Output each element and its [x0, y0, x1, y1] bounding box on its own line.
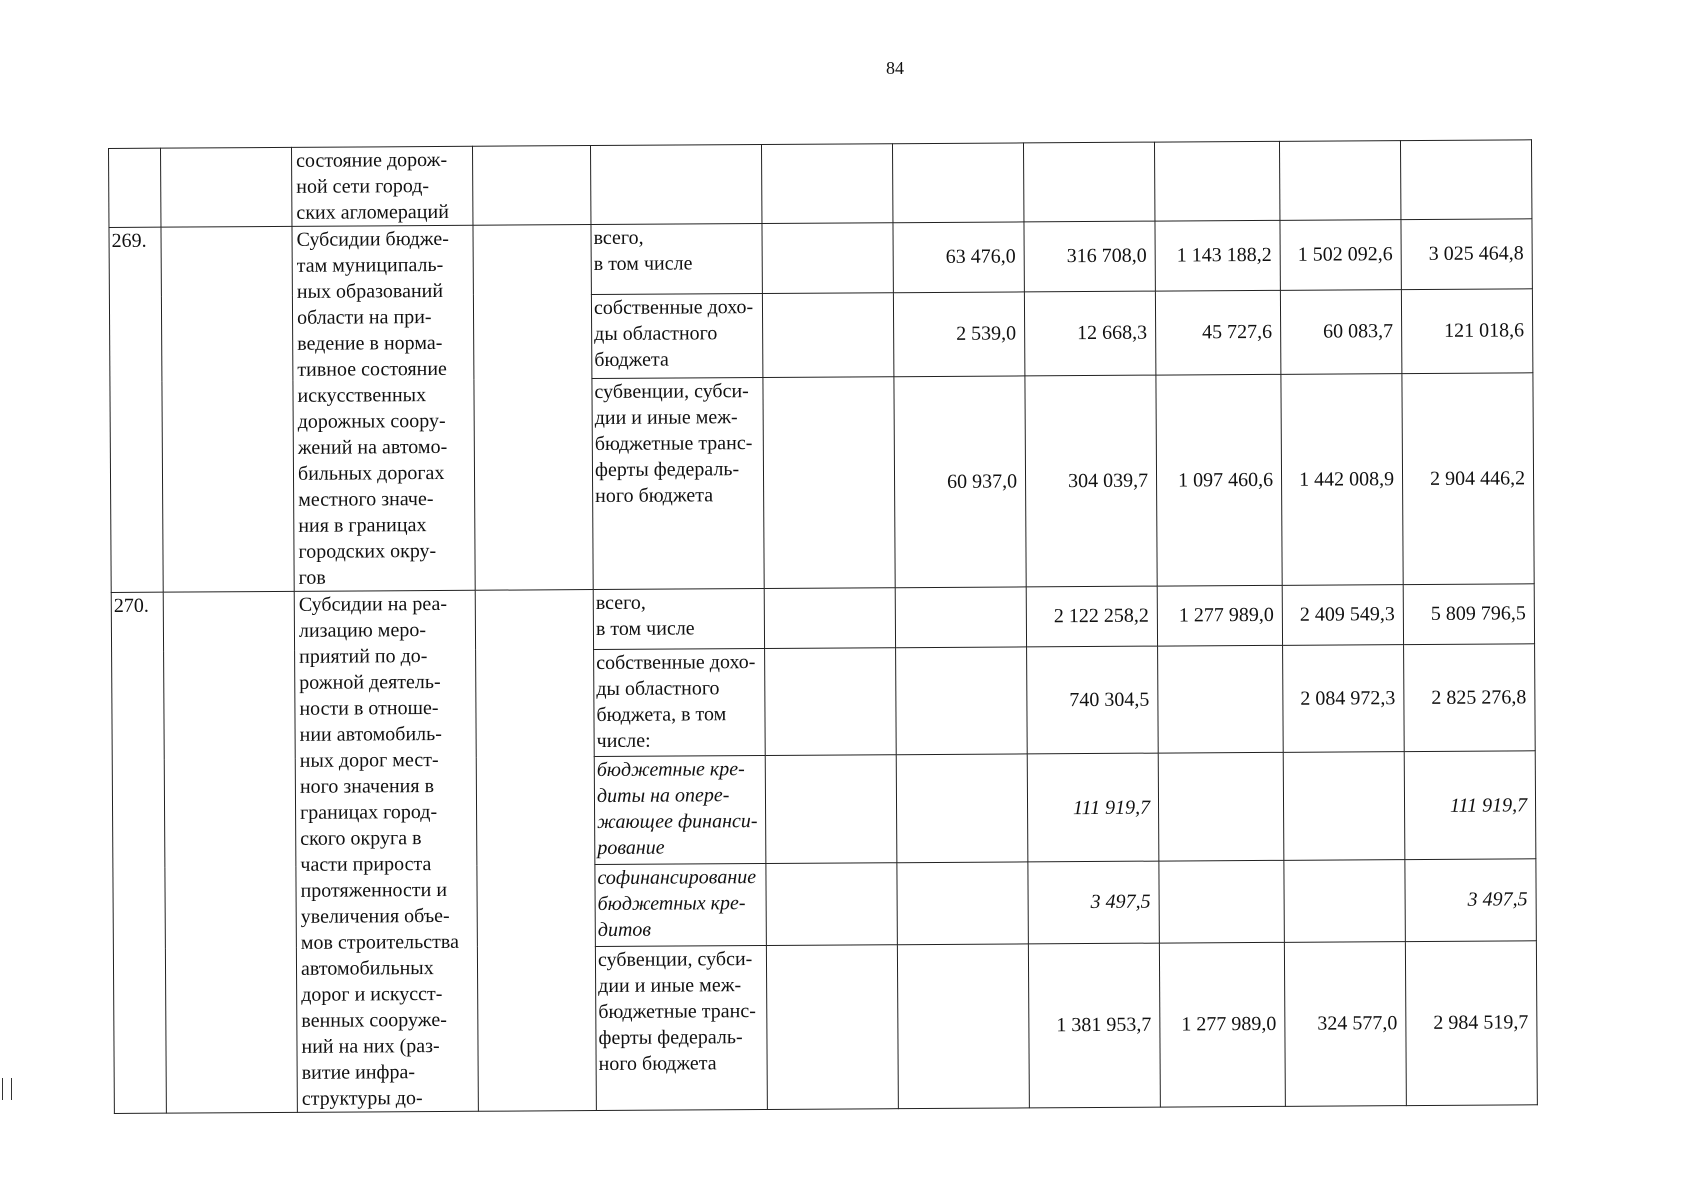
- value-cell: [1158, 753, 1284, 862]
- table-row-continuation: [109, 140, 1532, 228]
- value-cell: 1 277 989,0: [1159, 942, 1285, 1107]
- measure-description: Субсидии на реа- лизацию меро- приятий по до- рожной деятель- ности в отноше- нии автомобиль- ных дорог мест- ного значения в границах город- ского округа в части прироста протяженности и увеличения объе- мов строительства автомобильных дорог и искусст- венных сооруже- ний на них (раз- витие инфра- структуры до-: [294, 590, 478, 1112]
- value-cell: 1 502 092,6: [1280, 220, 1401, 290]
- budget-table: [108, 139, 1538, 1114]
- table-row: [109, 219, 1532, 297]
- funding-source: всего, в том числе: [593, 588, 764, 649]
- value-cell: [1283, 752, 1405, 861]
- value-cell: 1 442 008,9: [1281, 374, 1403, 586]
- value-total-cell: 3 025 464,8: [1401, 219, 1532, 289]
- funding-source: собственные дохо- ды областного бюджета, в том числе:: [594, 648, 766, 757]
- value-total-cell: 111 919,7: [1404, 751, 1536, 860]
- value-cell: 1 277 989,0: [1157, 585, 1282, 645]
- value-cell: 60 083,7: [1280, 289, 1402, 374]
- value-cell: 3 497,5: [1028, 861, 1159, 943]
- value-total-cell: 2 904 446,2: [1402, 373, 1534, 585]
- page-number: 84: [886, 58, 904, 78]
- value-total-cell: 121 018,6: [1401, 288, 1533, 373]
- funding-source: субвенции, субси- дии и иные меж- бюджетные транс- ферты федераль- ного бюджета: [592, 378, 764, 590]
- funding-source: бюджетные кре- диты на опере- жающее финанси- рование: [594, 756, 766, 865]
- value-cell: 2 409 549,3: [1282, 585, 1403, 645]
- value-cell: 1 143 188,2: [1155, 220, 1280, 290]
- value-cell: [1284, 860, 1405, 942]
- value-cell: 2 539,0: [893, 292, 1025, 377]
- table-row: [111, 584, 1534, 652]
- value-cell: [897, 862, 1028, 944]
- value-cell: 1 381 953,7: [1028, 943, 1160, 1108]
- value-total-cell: 3 497,5: [1405, 859, 1536, 941]
- value-cell: 60 937,0: [894, 376, 1026, 588]
- measure-description: Субсидии бюдже- там муниципаль- ных образований области на при- ведение в норма- тивное состояние искусственных дорожных соору- жений на автомо- бильных дорогах местного значе- ния в границах городских окру- гов: [292, 225, 475, 591]
- measure-description: состояние дорож- ной сети город- ских агломераций: [291, 146, 472, 226]
- row-number: 269.: [109, 227, 163, 592]
- value-cell: 111 919,7: [1027, 754, 1159, 863]
- value-cell: 316 708,0: [1024, 221, 1155, 291]
- value-cell: 63 476,0: [893, 222, 1024, 292]
- row-number: 270.: [111, 592, 166, 1113]
- value-cell: [896, 646, 1028, 755]
- value-total-cell: 5 809 796,5: [1403, 584, 1534, 644]
- value-cell: 324 577,0: [1284, 941, 1406, 1106]
- value-cell: 45 727,6: [1155, 290, 1281, 375]
- funding-source: субвенции, субси- дии и иные меж- бюджетные транс- ферты федераль- ного бюджета: [595, 945, 767, 1110]
- value-cell: 304 039,7: [1025, 375, 1157, 587]
- value-cell: 2 084 972,3: [1283, 644, 1405, 753]
- value-cell: 2 122 258,2: [1026, 586, 1157, 646]
- value-total-cell: 2 984 519,7: [1405, 940, 1537, 1105]
- value-cell: 1 097 460,6: [1156, 374, 1282, 586]
- funding-source: всего, в том числе: [591, 224, 762, 295]
- funding-source: софинансирование бюджетных кре- дитов: [595, 864, 766, 946]
- value-cell: 12 668,3: [1024, 291, 1156, 376]
- value-cell: [895, 587, 1026, 647]
- value-cell: [897, 943, 1029, 1108]
- margin-scan-mark: [2, 1078, 12, 1100]
- value-cell: [1158, 645, 1284, 754]
- funding-source: собственные дохо- ды областного бюджета: [591, 293, 763, 378]
- value-cell: [1159, 861, 1284, 943]
- value-total-cell: 2 825 276,8: [1404, 643, 1536, 752]
- value-cell: 740 304,5: [1027, 646, 1159, 755]
- value-cell: [896, 754, 1028, 863]
